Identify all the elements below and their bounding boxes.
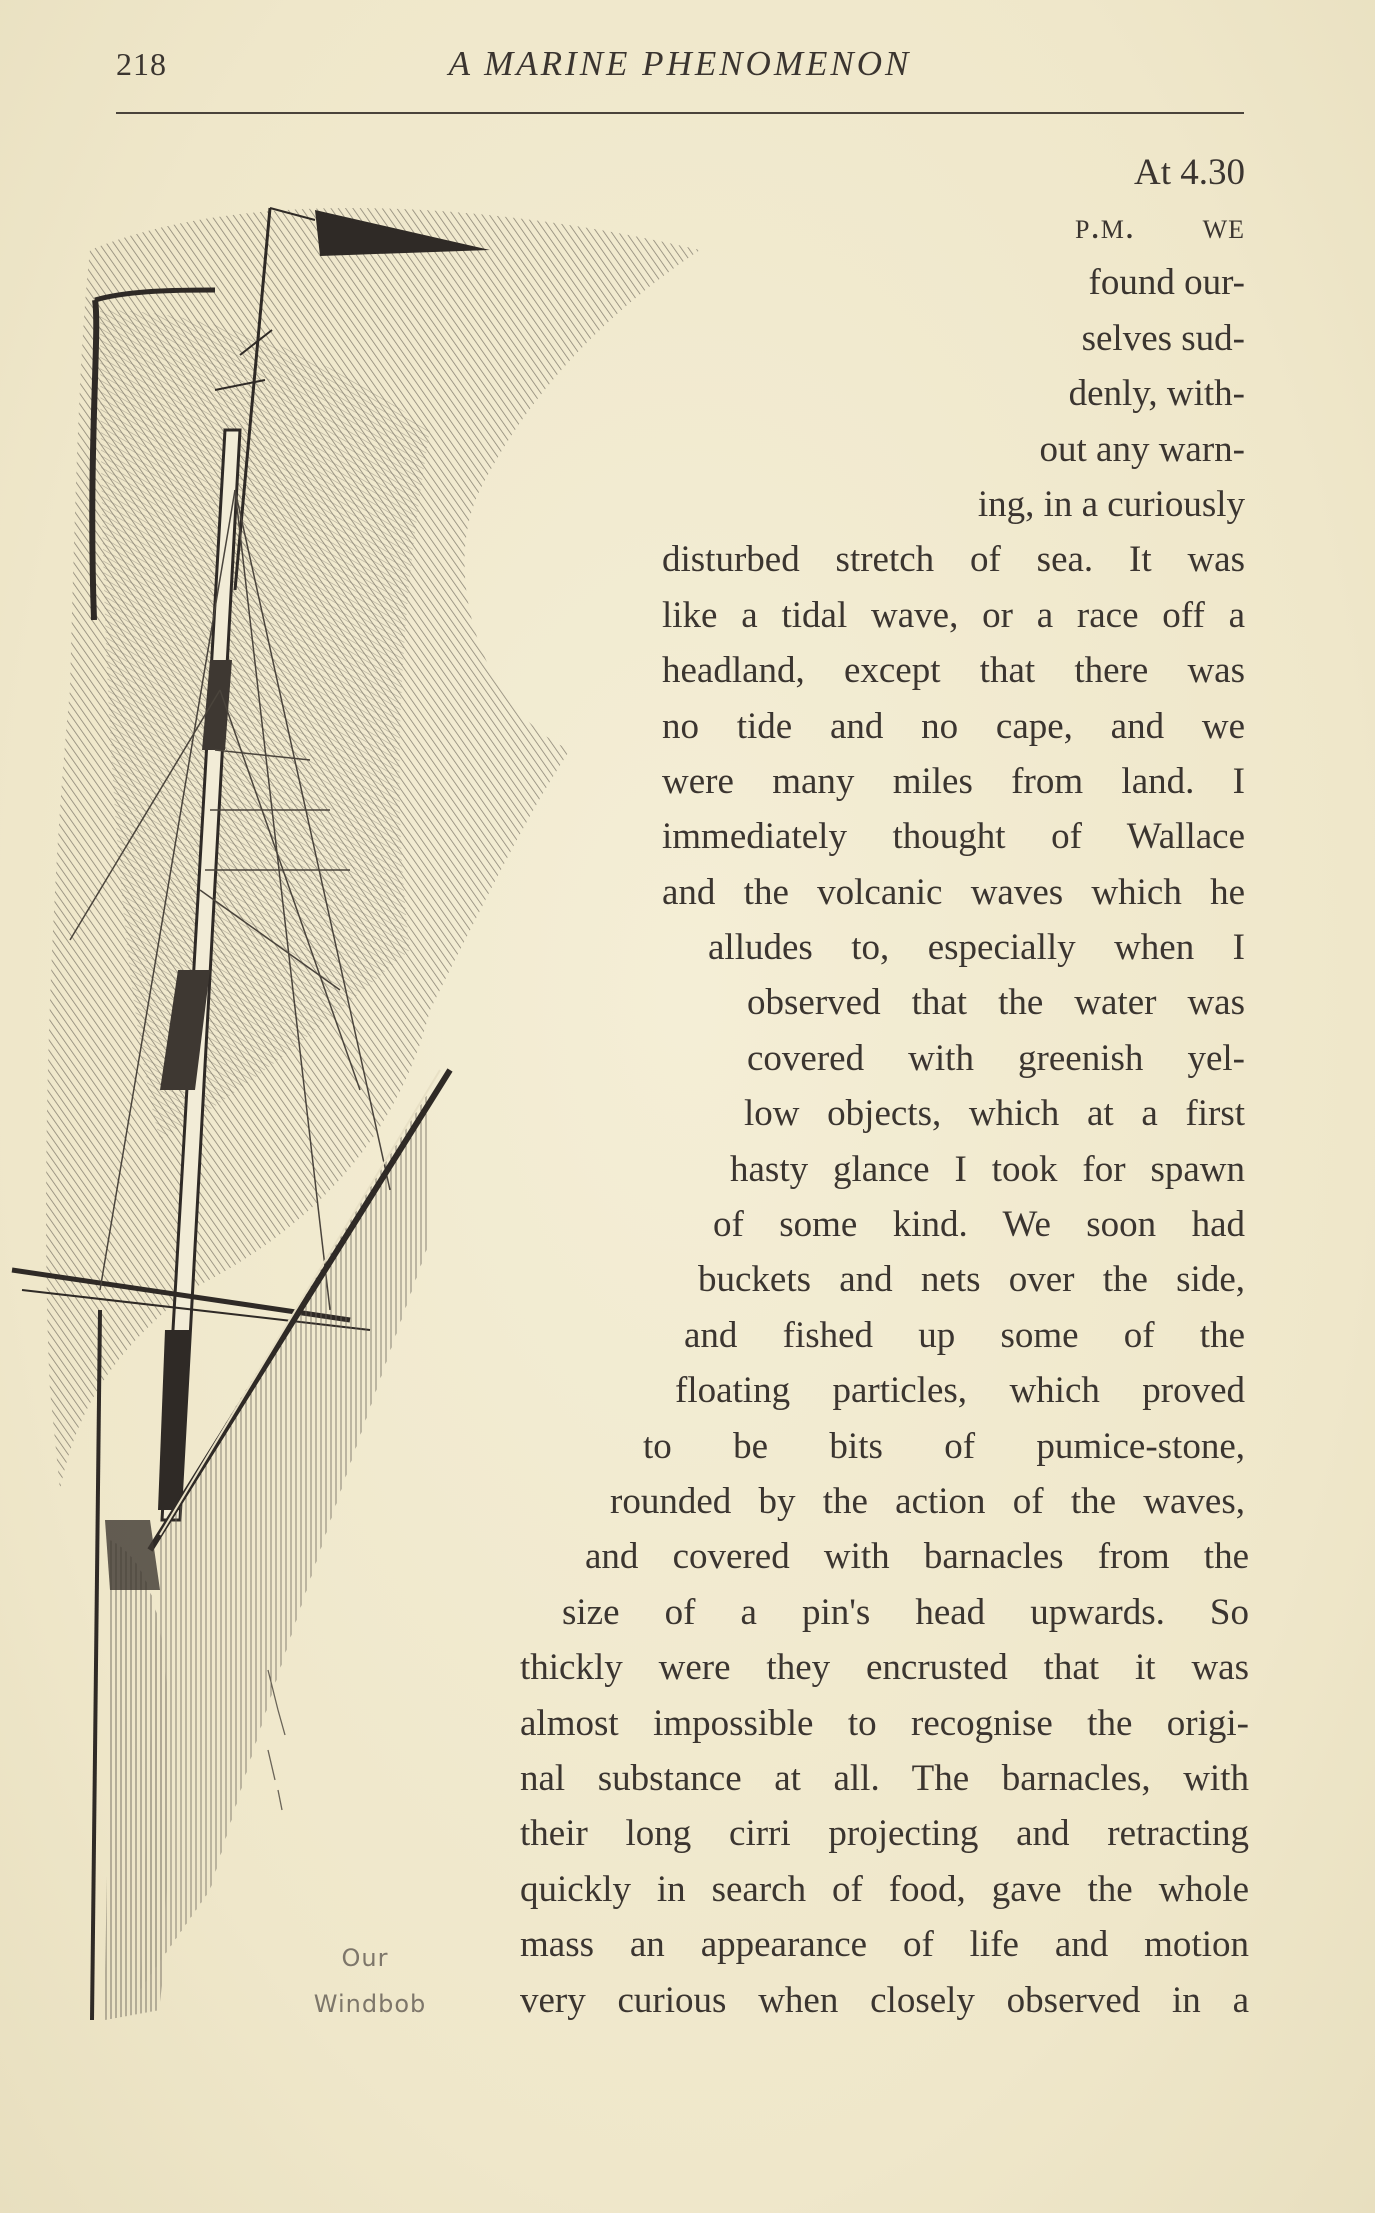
text-line: and the volcanic waves which he [662,872,1245,913]
text-line: and fished up some of the [684,1315,1245,1356]
text-line: out any warn- [1039,429,1245,470]
text-line: to be bits of pumice-stone, [643,1426,1245,1467]
text-line: buckets and nets over the side, [698,1259,1245,1300]
text-line: nal substance at all. The barnacles, with [520,1758,1249,1799]
text-line: denly, with- [1068,373,1245,414]
text-line: quickly in search of food, gave the whole [520,1869,1249,1910]
text-line: size of a pin's head upwards. So [562,1592,1249,1633]
text-line: found our- [1088,262,1245,303]
text-line: almost impossible to recognise the origi- [520,1703,1249,1744]
illustration-caption-line-1: Our [341,1944,389,1972]
text-line: At 4.30 [1134,152,1245,193]
text-line: low objects, which at a first [744,1093,1245,1134]
text-line: of some kind. We soon had [713,1204,1245,1245]
text-line: disturbed stretch of sea. It was [662,539,1245,580]
running-title: A MARINE PHENOMENON [448,44,912,83]
text-line: thickly were they encrusted that it was [520,1647,1249,1688]
page-number: 218 [116,46,167,82]
text-line: like a tidal wave, or a race off a [662,595,1245,636]
text-line: mass an appearance of life and motion [520,1924,1249,1965]
text-line: selves sud- [1081,318,1245,359]
text-line: hasty glance I took for spawn [730,1149,1245,1190]
text-line: immediately thought of Wallace [662,816,1245,857]
text-line: p.m. we [1075,206,1245,247]
illustration-caption-line-2: Windbob [313,1990,427,2018]
text-line: covered with greenish yel- [747,1038,1245,1079]
text-line: ing, in a curiously [977,484,1245,525]
text-line: alludes to, especially when I [708,927,1245,968]
text-line: were many miles from land. I [662,761,1245,802]
text-line: observed that the water was [747,982,1245,1023]
text-line: and covered with barnacles from the [585,1536,1249,1577]
text-line: very curious when closely observed in a [520,1980,1249,2021]
text-line: headland, except that there was [662,650,1245,691]
text-line: floating particles, which proved [675,1370,1245,1411]
text-line: rounded by the action of the waves, [610,1481,1245,1522]
text-line: no tide and no cape, and we [662,706,1245,747]
text-line: their long cirri projecting and retracting [520,1813,1249,1854]
